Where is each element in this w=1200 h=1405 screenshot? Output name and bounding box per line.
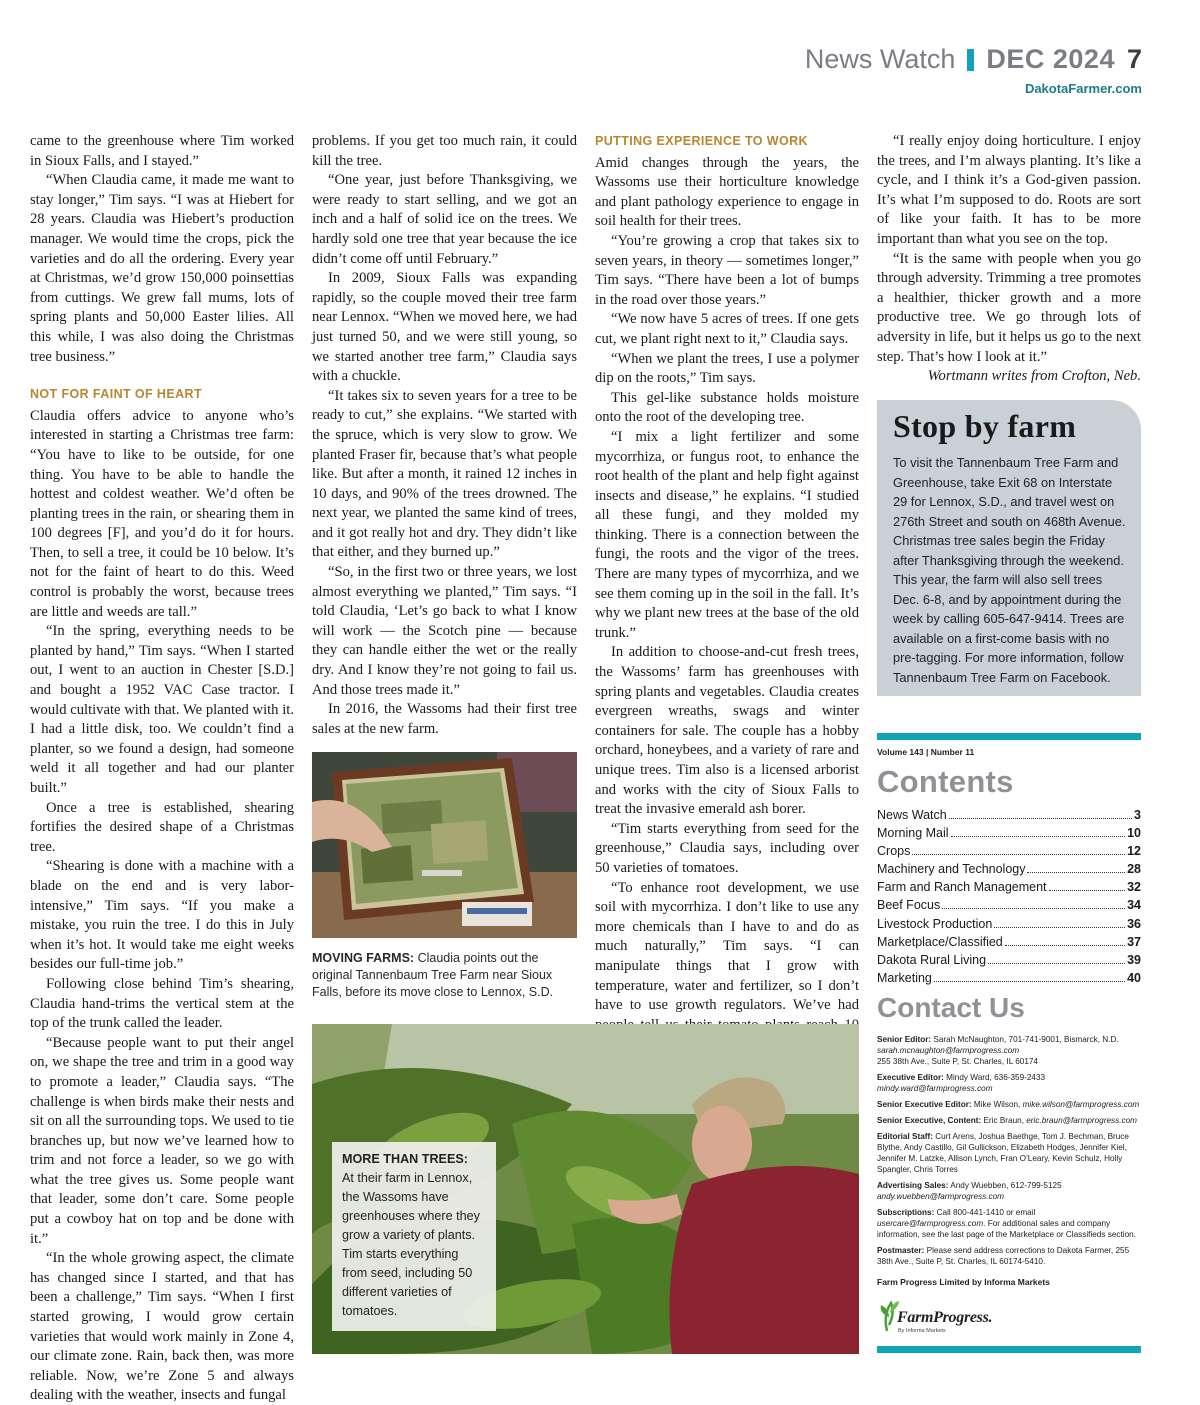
paragraph: “To enhance root development, we use soil with mycorrhiza. I don’t like to use any more chemicals than I have to and do as much naturally,” Tim says. “I can manipulate things that I grow with temperature, water and fertilizer, so I don’t have to use growth regulators. We’ve had	[595, 879, 859, 1014]
contents-item-page: 40	[1127, 970, 1141, 985]
postmaster: Postmaster: Please send address corrections to Dakota Farmer, 255 38th Ave., Suite P, St. Charles, IL 60174-5410.	[877, 1246, 1130, 1266]
paragraph: This gel-like substance holds moisture onto the root of the developing tree.	[595, 389, 859, 426]
header-divider	[967, 49, 974, 71]
contents-item-page: 3	[1134, 808, 1141, 822]
paragraph: “It takes six to seven years for a tree to be ready to cut,” she explains. “We started with the spruce, which is very slow to grow. We planted Fraser fir, because that’s what people like. But after a month, it rained 12 inches in 10 days, and 90% of the trees drowned. The next year, we planted the same kind of trees, and it got really hot and dry. They didn’t like that either, and they burned up.”	[312, 387, 577, 561]
contents-item-label: Marketplace/Classified	[877, 934, 1003, 949]
paragraph: Claudia offers advice to anyone who’s interested in starting a Christmas tree farm: “You have to like to be outside, for one thing. You have to be able to handle the hottest and coldest weather. We’d often be planting trees in the rain, or shearing them in 100 degrees [F], and you’d do it for hours. Then, to sell a tree, it could be 10 below. It’s not for the faint of heart to do this. Weed control is probably the worst, because trees are little and weeds are tall.”	[30, 407, 294, 620]
paragraph: In addition to choose-and-cut fresh trees, the Wassoms’ farm has greenhouses with spring plants and vegetables. Claudia creates evergreen wreaths, swags and winter containers for sale. The couple has a hobby orchard, honeybees, and a variety of rare and unique trees. Tim also is a licensed arborist and works with the city of Sioux Falls to treat the invasive emerald ash borer.	[595, 644, 859, 818]
advertising-sales: Advertising Sales: Andy Wuebben, 612-799-5125 andy.wuebben@farmprogress.com	[877, 1181, 1062, 1201]
email-link[interactable]: sarah.mcnaughton@farmprogress.com	[877, 1046, 1020, 1055]
farm-progress-logo: FarmProgress.	[897, 1309, 993, 1326]
photo-caption	[312, 950, 577, 1001]
contents-item-label: Dakota Rural Living	[877, 952, 987, 967]
paragraph: In 2009, Sioux Falls was expanding rapidly, so the couple moved their tree farm near Lennox. “When we moved here, we had just turned 50, and we were still young, so we started another tree farm,” Claudia says with a chuckle.	[312, 270, 577, 385]
leader-dots	[912, 854, 1125, 855]
logo-subtitle: By Informa Markets	[898, 1328, 946, 1334]
email-link[interactable]: andy.wuebben@farmprogress.com	[877, 1192, 1004, 1201]
contents-item[interactable]	[877, 933, 1141, 951]
senior-executive-editor: Senior Executive Editor: Mike Wilson, mike.wilson@farmprogress.com	[877, 1100, 1140, 1109]
article-column-1	[30, 132, 294, 1405]
article-column-4	[877, 132, 1141, 387]
caption-lead: MOVING FARMS:	[312, 951, 415, 965]
contents-item-label: News Watch	[877, 808, 947, 822]
box-body: To visit the Tannenbaum Tree Farm and Greenhouse, take Exit 68 on Interstate 29 for Lennox, S.D., and travel west on 276th Street and south on 468th Avenue. Christmas tree sales begin the Friday after Thanksgiving through the weekend. This year, the farm will also sell trees Dec. 6-8, and by appointment during the week by calling 605-647-9414. Trees are available on a first-come basis with no pre-tagging. For more information, follow Tannenbaum Tree Farm on Facebook.	[893, 455, 1126, 685]
paragraph: “It is the same with people when you go through adversity. Trimming a tree promotes a healthier, thicker growth and a more productive tree. We go through lots of adversity in life, but it helps us go to the next step. That’s how I look at it.”	[877, 250, 1141, 365]
contents-item-label: Crops	[877, 844, 911, 859]
paragraph: “In the spring, everything needs to be planted by hand,” Tim says. “When I started out, I went to an auction in Chester [S.D.] and bought a 1952 VAC Case tractor. I would cultivate with that. We planted with it. I had a little disk, too. We couldn’t find a planter, so we found a design, had someone weld it all together and had our planter built.”	[30, 623, 294, 796]
contents-list	[877, 806, 1141, 987]
contents-item[interactable]	[877, 860, 1141, 878]
paragraph: “You’re growing a crop that takes six to seven years, in theory — sometimes longer,” Tim says. “There have been a lot of bumps in the road over those years.”	[595, 232, 859, 308]
caption-text: At their farm in Lennox, the Wassoms have greenhouses where they grow a variety of plants. Tim starts everything from seed, including 50 different varieties of tomatoes.	[342, 1171, 480, 1318]
site-url[interactable]: DakotaFarmer.com	[1024, 81, 1142, 96]
issue-date: DEC 2024	[986, 44, 1115, 74]
paragraph: Amid changes through the years, the Wassoms use their horticulture knowledge and plant pathology experience to engage in soil health for their trees.	[595, 154, 859, 230]
email-link[interactable]: eric.braun@farmprogress.com	[1026, 1116, 1137, 1125]
email-link[interactable]: usercare@farmprogress.com	[877, 1219, 984, 1228]
contents-item-page: 39	[1127, 952, 1141, 967]
editorial-staff: Editorial Staff: Curt Arens, Joshua Baethge, Tom J. Bechman, Bruce Blythe, Andy Castillo, Gil Gullickson, Elizabeth Hodges, Jennifer Kiel, Jennifer M. Latzke, Allison Lynch, Fran O’Leary, Kevin Schulz, Holly Spangler, Chris Torres	[877, 1132, 1129, 1174]
contents-item[interactable]	[877, 915, 1141, 933]
paragraph: “So, in the first two or three years, we lost almost everything we planted,” Tim says. “I told Claudia, ‘Let’s go back to what I know will work — the Scotch pine — because they can handle either the wet or the really dry. And I know they’re not going to fail us. And those trees made it.”	[312, 564, 577, 698]
paragraph: “Shearing is done with a machine with a blade on the end and is very labor-intensive,” Tim says. “If you make a mistake, you ruin the tree. I do this in July when it’s hot. It would take me eight weeks besides our full-time job.”	[30, 858, 294, 973]
contents-item-page: 28	[1127, 862, 1141, 877]
leader-dots	[1005, 945, 1125, 946]
contents-item-label: Beef Focus	[877, 898, 941, 913]
contents-item-label: Morning Mail	[877, 826, 949, 841]
contents-item-page: 34	[1127, 898, 1141, 913]
caption-text: Claudia points out the original Tannenbaum Tree Farm near Sioux Falls, before its move close to Lennox, S.D.	[312, 951, 554, 999]
subheading: NOT FOR FAINT OF HEART	[30, 387, 202, 402]
photo-caption-overlay	[332, 1142, 496, 1331]
leader-dots	[934, 981, 1125, 982]
contents-item[interactable]	[877, 806, 1141, 824]
contents-item-label: Machinery and Technology	[877, 862, 1026, 877]
subheading: PUTTING EXPERIENCE TO WORK	[595, 134, 808, 148]
contact-title: Contact Us	[877, 992, 1025, 1023]
contents-item-label: Livestock Production	[877, 916, 993, 931]
contents-item[interactable]	[877, 824, 1141, 842]
paragraph: came to the greenhouse where Tim worked in Sioux Falls, and I stayed.”	[30, 133, 294, 169]
paragraph: “When Claudia came, it made me want to stay longer,” Tim says. “I was at Hiebert for 28 years. Claudia was Hiebert’s production manager. We would time the crops, pick the varieties and do all the ordering. Every year at Christmas, we’d grow 150,000 poinsettias from cuttings. We grew fall mums, lots of spring plants and 50,000 Easter lilies. All this while, I was also doing the Christmas tree business.”	[30, 172, 294, 365]
contents-item-page: 37	[1127, 934, 1141, 949]
paragraph: “I really enjoy doing horticulture. I enjoy the trees, and I’m always planting. It’s like a cycle, and I think it’s a God-given passion. It’s what I’m supposed to do. Roots are sort of like your faith. It has to be more important than what you see on the top.	[877, 133, 1141, 247]
contact-details	[877, 1034, 1141, 1272]
leader-dots	[988, 963, 1125, 964]
senior-executive-content: Senior Executive, Content: Eric Braun, eric.braun@farmprogress.com	[877, 1116, 1137, 1125]
paragraph: “In the whole growing aspect, the climate has changed since I started, and that has been a challenge,” Tim says. “When I first started growing, I would grow certain varieties that would work mainly in Zone 4, our climate zone. Rain, back then, was more reliable. Now, we’re Zone 5 and always dealing with the weather, insects and fungal	[30, 1250, 294, 1404]
contents-item-page: 36	[1127, 916, 1141, 931]
executive-editor: Executive Editor: Mindy Ward, 636-359-2433 mindy.ward@farmprogress.com	[877, 1073, 1046, 1093]
divider-bar	[877, 733, 1141, 740]
contents-item-label: Farm and Ranch Management	[877, 880, 1047, 895]
contents-item[interactable]	[877, 951, 1141, 969]
paragraph: Once a tree is established, shearing fortifies the desired shape of a Christmas tree.	[30, 799, 294, 855]
subscriptions: Subscriptions: Call 800-441-1410 or email usercare@farmprogress.com. For additional sales and company information, see the last page of the Marketplace or Classifieds section.	[877, 1208, 1136, 1239]
publisher-line: Farm Progress Limited by Informa Markets	[877, 1277, 1050, 1287]
contents-item-label: Marketing	[877, 970, 932, 985]
paragraph: “Tim starts everything from seed for the greenhouse,” Claudia says, including over 50 varieties of tomatoes.	[595, 820, 859, 876]
leader-dots	[942, 908, 1125, 909]
framed-map-image	[312, 752, 577, 938]
paragraph: In 2016, the Wassoms had their first tree sales at the new farm.	[312, 701, 577, 737]
volume-number: Volume 143 | Number 11	[877, 747, 975, 757]
contents-item-page: 32	[1127, 880, 1141, 895]
leader-dots	[949, 818, 1132, 819]
contents-item[interactable]	[877, 896, 1141, 914]
paragraph: “I mix a light fertilizer and some mycorrhiza, or fungus root, to enhance the root health of the plant and help fight against insects and disease,” he explains. “I studied all these fungi, and they molded my thinking. There is a connection between the fungi, the roots and the vigor of the trees. There are many types of mycorrhiza, and we see them coming up in the soil in the fall. It’s why we plant new trees at the base of the old trunk.”	[595, 428, 859, 641]
stop-by-farm-box	[877, 400, 1141, 696]
paragraph: problems. If you get too much rain, it could kill the tree.	[312, 133, 577, 169]
contents-item[interactable]	[877, 969, 1141, 987]
contents-item[interactable]	[877, 842, 1141, 860]
leader-dots	[1027, 872, 1125, 873]
article-column-3	[595, 132, 859, 1055]
leader-dots	[951, 836, 1126, 837]
leader-dots	[994, 927, 1125, 928]
contents-item-page: 12	[1127, 844, 1141, 859]
contents-title: Contents	[877, 764, 1014, 799]
section-label: News Watch	[804, 44, 956, 74]
email-link[interactable]: mindy.ward@farmprogress.com	[877, 1084, 993, 1093]
caption-lead: MORE THAN TREES:	[342, 1152, 468, 1166]
contents-item[interactable]	[877, 878, 1141, 896]
paragraph: “When we plant the trees, I use a polymer dip on the roots,” Tim says.	[595, 350, 859, 387]
paragraph: Following close behind Tim’s shearing, Claudia hand-trims the vertical stem at the top of the trunk called the leader.	[30, 975, 294, 1032]
contents-item-page: 10	[1127, 826, 1141, 841]
box-title: Stop by farm	[893, 408, 1077, 444]
divider-bar	[877, 1346, 1141, 1353]
senior-editor: Senior Editor: Sarah McNaughton, 701-741-9001, Bismarck, N.D. sarah.mcnaughton@farmprogress.com 255 38th Ave., Suite P, St. Charles, IL 60174	[877, 1035, 1119, 1066]
article-column-2	[312, 132, 577, 739]
leader-dots	[1049, 890, 1126, 891]
paragraph: “We now have 5 acres of trees. If one gets cut, we plant right next to it,” Claudia says.	[595, 311, 859, 347]
paragraph: “One year, just before Thanksgiving, we were ready to start selling, and we got an inch and a half of solid ice on the trees. We hardly sold one tree that year because the ice didn’t come off until February.”	[312, 172, 577, 267]
moving-farms-photo	[312, 752, 577, 938]
email-link[interactable]: mike.wilson@farmprogress.com	[1022, 1100, 1140, 1109]
author-credit: Wortmann writes from Crofton, Neb.	[927, 368, 1141, 385]
paragraph: “Because people want to put their angel on, we shape the tree and trim in a good way to promote a leader,” Claudia says. “The challenge is when birds make their nests and sit on all the surrounding tops. We used to tie branches up, but now we’ve learned how to trim and not force a leader, so we go with what the tree gives us. Some people want that leader, some don’t care. Some people put a cowboy hat on top and be done with it.”	[30, 1034, 294, 1247]
page-number: 7	[1126, 44, 1142, 74]
page-header	[805, 44, 1142, 75]
